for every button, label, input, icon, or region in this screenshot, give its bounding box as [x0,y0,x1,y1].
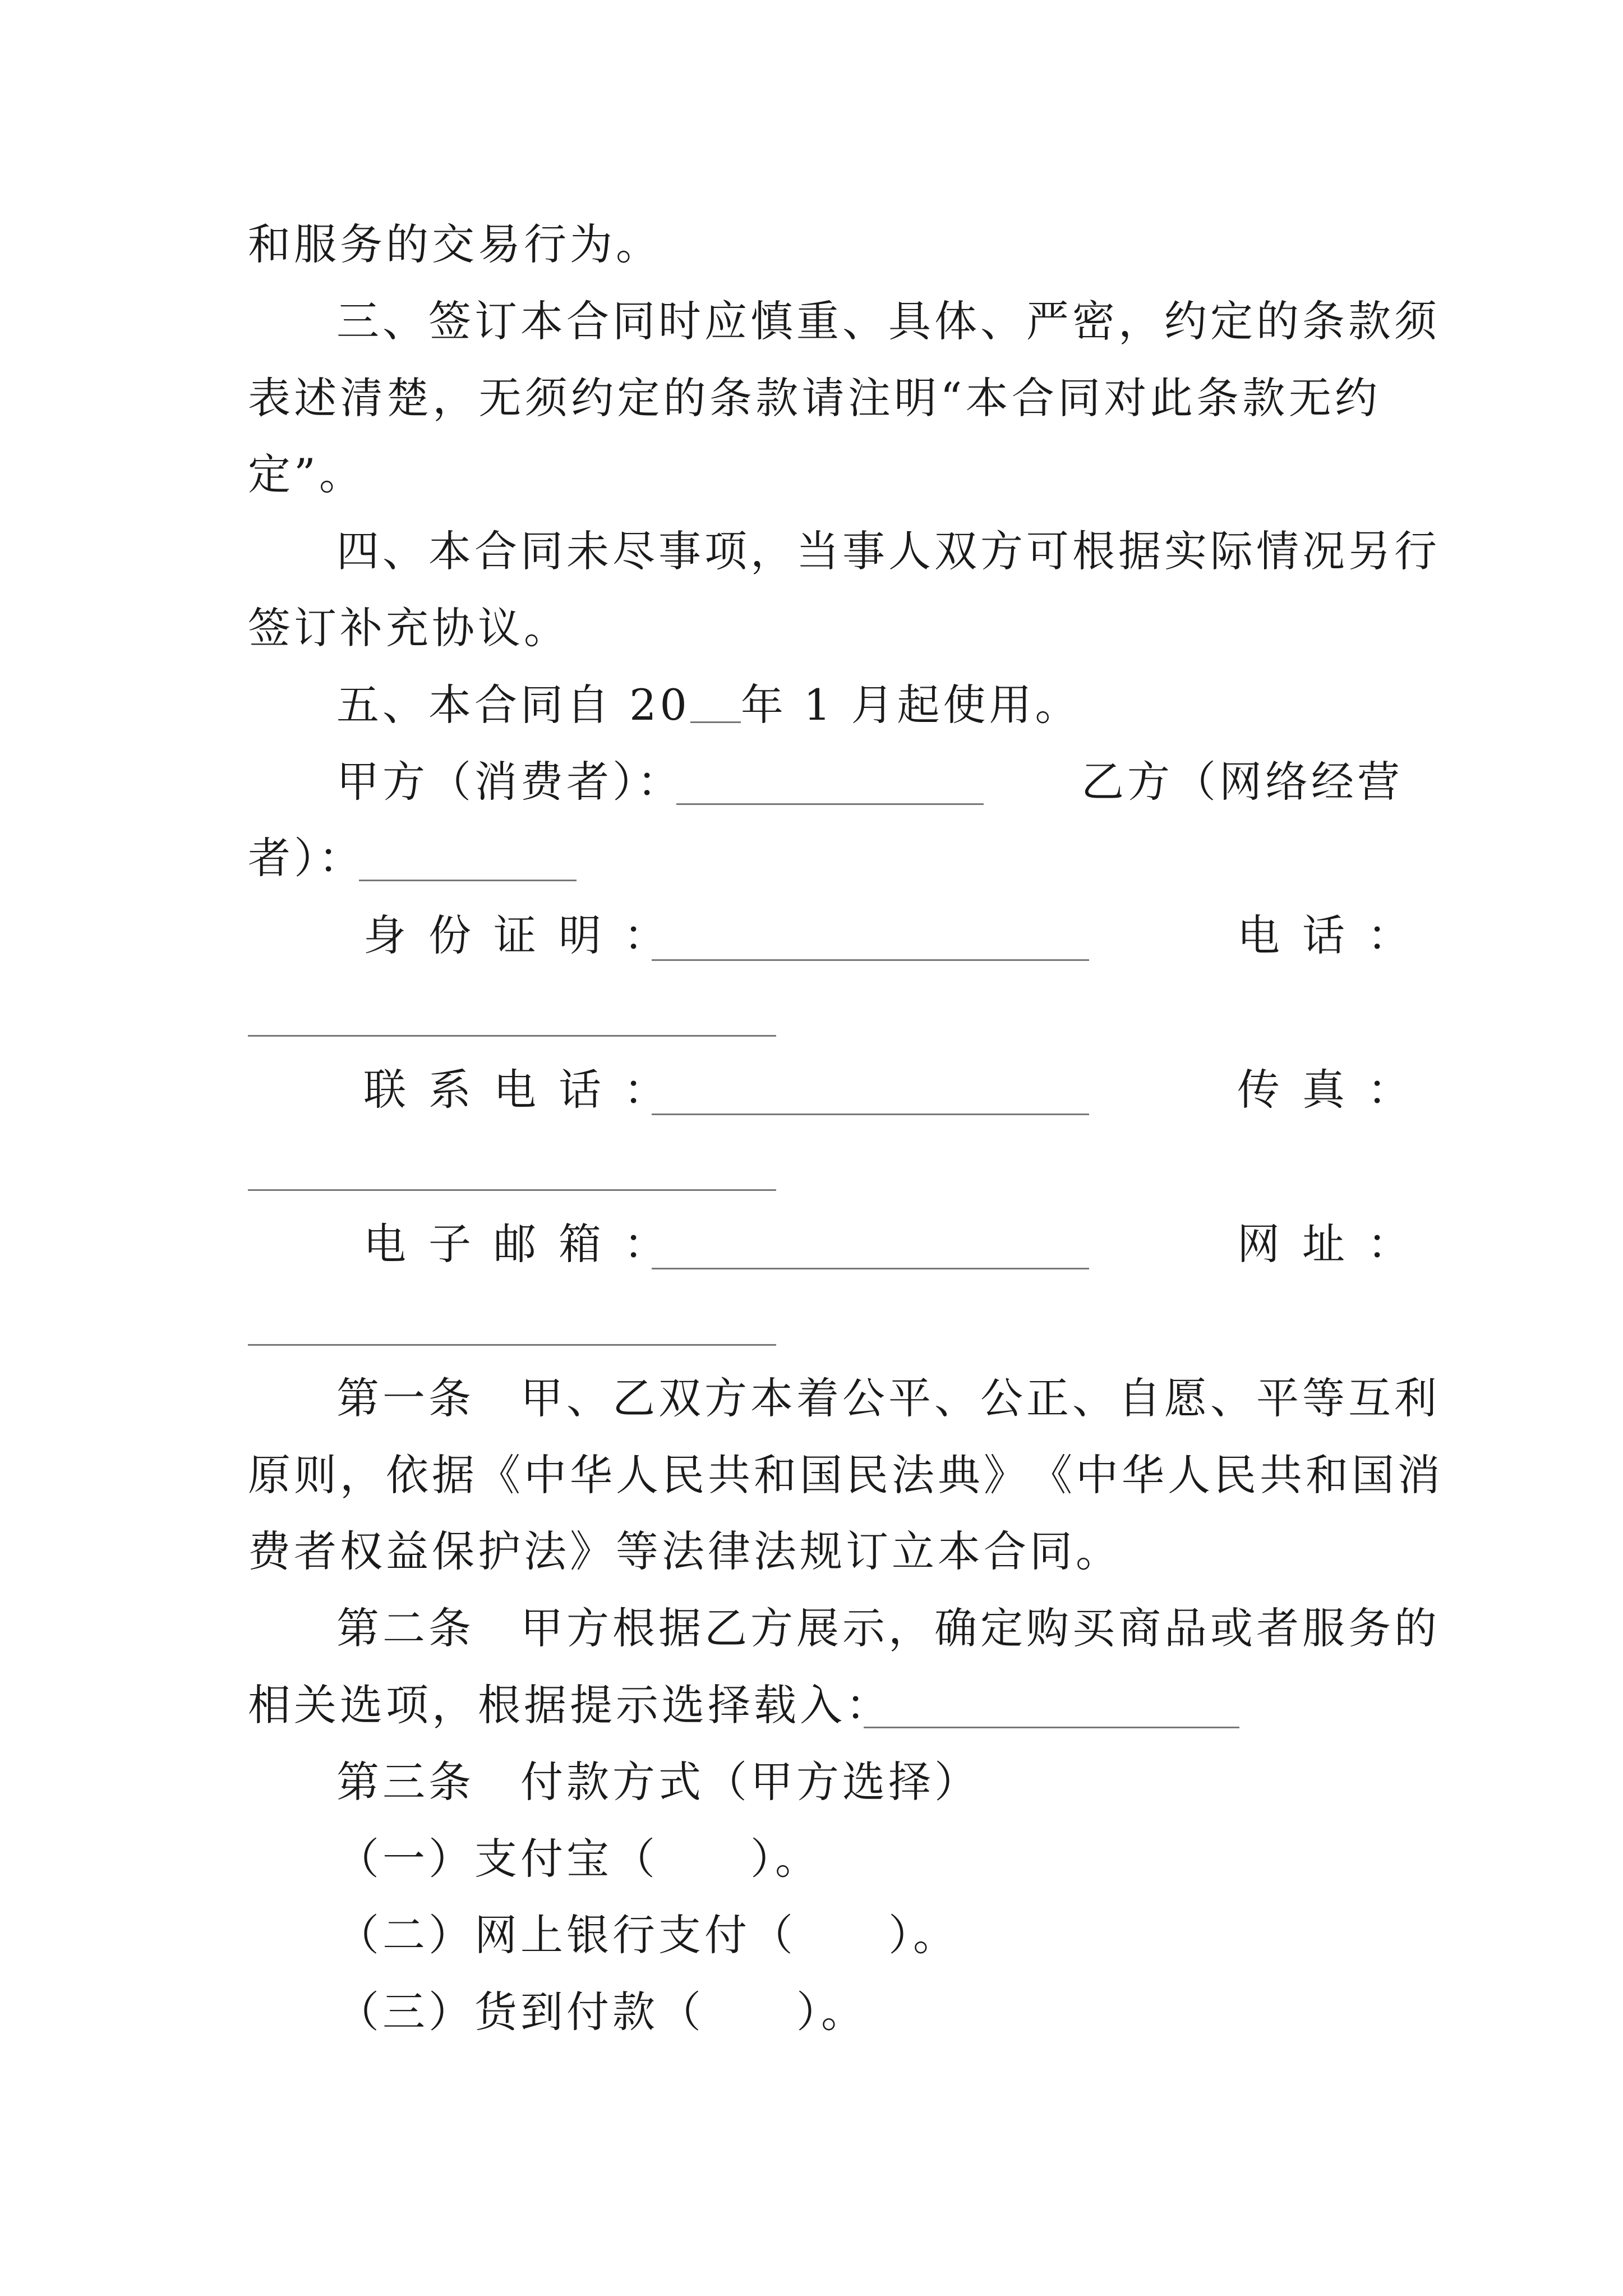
contact-blank [652,1114,1089,1115]
tel-blank [248,1035,776,1037]
clause-three-line-1: 三 、 签 订 本 合 同 时 应 慎 重 、 具 体 、 严 密 ， 约 定 的 条 款 须 [336,296,1440,346]
party-b-blank [359,880,577,881]
id-label: 身份证明： [363,910,689,960]
web-blank [248,1344,776,1346]
clause-three-line-3: 定”。 [248,449,365,499]
clause-five-prefix: 五、本合同自 20 [336,680,690,730]
email-label: 电子邮箱： [363,1219,689,1269]
article-three-heading: 第三条 付款方式（甲方选择） [336,1757,980,1807]
article-two-line-2: 相关选项，根据提示选择载入： [248,1680,892,1730]
year-blank [690,717,741,723]
email-blank [652,1268,1089,1269]
party-b-label: 乙方（网络经营 [1081,757,1403,807]
party-a-blank [676,803,984,805]
fax-label: 传真： [1237,1065,1432,1115]
party-b-label-cont: 者）： [248,833,365,883]
fax-blank [248,1189,776,1191]
contact-label: 联系电话： [363,1065,689,1115]
party-a-label: 甲方（消费者）： [336,757,683,807]
clause-five [336,680,1081,730]
article-one-line-3: 费者权益保护法》等法律法规订立本合同。 [248,1526,1122,1576]
payment-option-alipay: （一）支付宝（ ）。 [336,1834,821,1884]
clause-four-line-2: 签订补充协议。 [248,603,570,653]
article-two-line-1: 第 二 条 甲 方 根 据 乙 方 展 示 ， 确 定 购 买 商 品 或 者 服 务 的 [336,1603,1440,1653]
article-one-line-1: 第 一 条 甲 、 乙 双 方 本 着 公 平 、 公 正 、 自 愿 、 平 等 互 利 [336,1373,1440,1423]
tel-label: 电话： [1237,910,1432,960]
payment-option-cod: （三）货到付款（ ）。 [336,1987,867,2037]
clause-three-line-2: 表 述 清 楚 ， 无 须 约 定 的 条 款 请 注 明 “ 本 合 同 对 此 条 款 无 约 [248,373,1381,423]
clause-four-line-1: 四 、 本 合 同 未 尽 事 项 ， 当 事 人 双 方 可 根 据 实 际 情 况 另 行 [336,526,1440,576]
web-label: 网址： [1237,1219,1432,1269]
article-one-line-2: 原 则 ， 依 据 《 中 华 人 民 共 和 国 民 法 典 》 《 中 华 人 民 共 和 国 消 [248,1450,1444,1500]
paragraph-line: 和服务的交易行为。 [248,219,662,269]
id-blank [652,959,1089,961]
payment-option-online-bank: （二）网上银行支付（ ）。 [336,1910,959,1960]
selection-blank [864,1727,1239,1728]
clause-five-suffix: 年 1 月起使用。 [740,680,1081,730]
